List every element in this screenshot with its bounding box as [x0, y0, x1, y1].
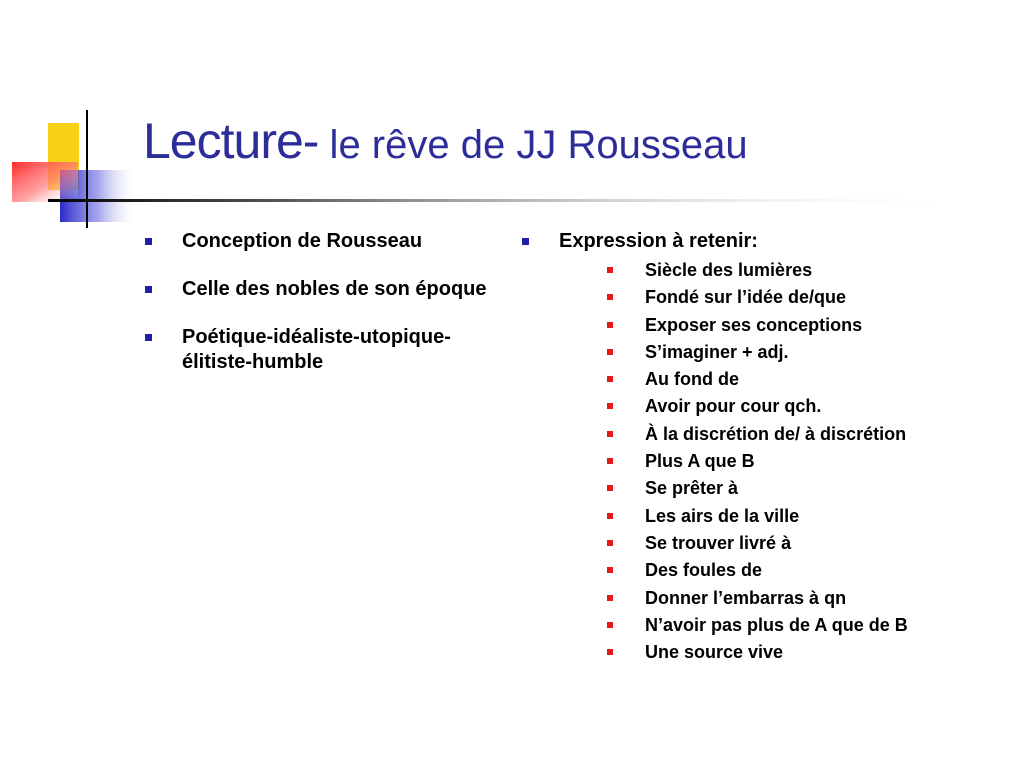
expression-text: À la discrétion de/ à discrétion [645, 423, 907, 444]
expression-text: S’imaginer + adj. [645, 341, 789, 362]
expression-item [552, 257, 1000, 284]
expression-text: Se trouver livré à [645, 532, 792, 553]
red-square-bullet-icon [607, 567, 613, 573]
expression-item [552, 475, 1000, 502]
expression-item [552, 530, 1000, 557]
expression-text: Se prêter à [645, 478, 739, 499]
right-column [520, 229, 1000, 666]
red-square-bullet-icon [607, 485, 613, 491]
deco-horizontal-line [48, 199, 968, 202]
expression-list [559, 257, 1000, 666]
deco-red-square [12, 162, 78, 202]
square-bullet-icon [522, 238, 529, 245]
red-square-bullet-icon [607, 376, 613, 382]
red-square-bullet-icon [607, 595, 613, 601]
square-bullet-icon [145, 286, 152, 293]
expression-item [552, 503, 1000, 530]
square-bullet-icon [145, 334, 152, 341]
red-square-bullet-icon [607, 322, 613, 328]
red-square-bullet-icon [607, 649, 613, 655]
red-square-bullet-icon [607, 622, 613, 628]
expression-item [552, 284, 1000, 311]
left-bullet-text: Poétique-idéaliste-utopique-élitiste-humble [182, 326, 451, 373]
red-square-bullet-icon [607, 540, 613, 546]
left-bullet-item [143, 325, 513, 375]
left-bullet-text: Conception de Rousseau [182, 230, 423, 252]
expression-text: Fondé sur l’idée de/que [645, 287, 847, 308]
expression-item [552, 612, 1000, 639]
expression-text: Avoir pour cour qch. [645, 396, 822, 417]
expression-text: Au fond de [645, 369, 739, 390]
expression-text: Les airs de la ville [645, 505, 800, 526]
expression-item [552, 393, 1000, 420]
red-square-bullet-icon [607, 349, 613, 355]
left-bullet-text: Celle des nobles de son époque [182, 278, 487, 300]
title-subtitle: le rêve de JJ Rousseau [318, 123, 748, 167]
expression-text: N’avoir pas plus de A que de B [645, 614, 908, 635]
expression-item [552, 312, 1000, 339]
square-bullet-icon [145, 238, 152, 245]
expression-item [552, 366, 1000, 393]
red-square-bullet-icon [607, 513, 613, 519]
expression-item [552, 448, 1000, 475]
expression-item [552, 421, 1000, 448]
left-bullet-item [143, 229, 513, 254]
red-square-bullet-icon [607, 403, 613, 409]
red-square-bullet-icon [607, 267, 613, 273]
expression-text: Plus A que B [645, 451, 755, 472]
title-main: Lecture- [143, 113, 319, 169]
red-square-bullet-icon [607, 294, 613, 300]
expression-item [552, 639, 1000, 666]
left-bullet-list [143, 229, 513, 398]
red-square-bullet-icon [607, 458, 613, 464]
expression-text: Exposer ses conceptions [645, 314, 863, 335]
expression-item [552, 339, 1000, 366]
expression-text: Siècle des lumières [645, 260, 813, 280]
expressions-heading-item [520, 229, 1000, 666]
expressions-heading: Expression à retenir: [559, 230, 758, 252]
expression-item [552, 557, 1000, 584]
expression-item [552, 585, 1000, 612]
left-bullet-item [143, 277, 513, 302]
expression-text: Donner l’embarras à qn [645, 587, 847, 608]
page-title [143, 113, 748, 169]
expression-text: Des foules de [645, 560, 763, 581]
expression-text: Une source vive [645, 642, 784, 663]
red-square-bullet-icon [607, 431, 613, 437]
